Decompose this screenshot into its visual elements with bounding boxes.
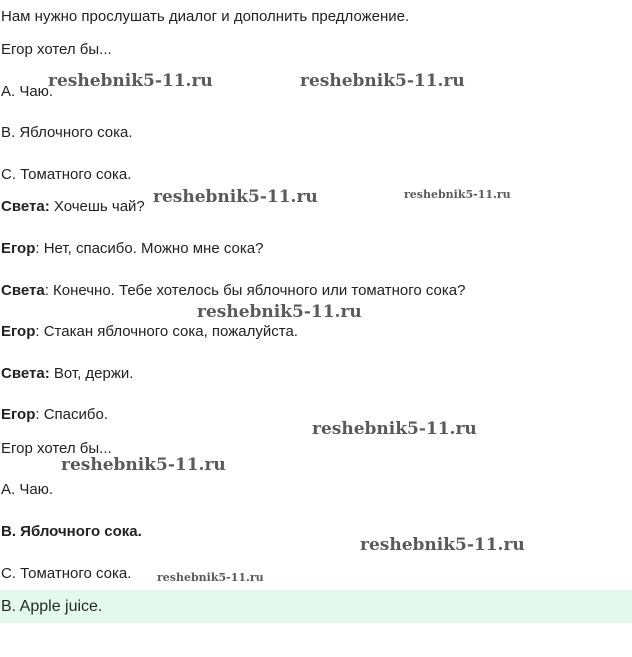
watermark: reshebnik5-11.ru	[360, 535, 525, 555]
option-a-repeat: A. Чаю.	[1, 481, 54, 498]
answer-bar	[0, 590, 632, 623]
watermark: reshebnik5-11.ru	[312, 419, 477, 439]
question-prompt-repeat: Егор хотел бы...	[1, 440, 112, 457]
option-c-repeat: C. Томатного сока.	[1, 565, 132, 582]
speaker-name: Егор	[1, 406, 36, 423]
speaker-name: Света	[1, 198, 45, 215]
watermark: reshebnik5-11.ru	[197, 302, 362, 322]
watermark: reshebnik5-11.ru	[157, 571, 264, 584]
option-a: A. Чаю.	[1, 83, 54, 100]
dialogue-line	[1, 239, 263, 259]
dialogue-line	[1, 405, 108, 425]
watermark: reshebnik5-11.ru	[61, 455, 226, 475]
speaker-name: Света:	[1, 365, 50, 382]
option-b: B. Яблочного сока.	[1, 124, 133, 141]
speaker-colon: :	[44, 198, 50, 215]
dialogue-text: Хочешь чай?	[49, 198, 145, 215]
watermark: reshebnik5-11.ru	[153, 187, 318, 207]
dialogue-text: : Нет, спасибо. Можно мне сока?	[35, 240, 264, 257]
dialogue-text: : Конечно. Тебе хотелось бы яблочного или томатного сока?	[44, 282, 466, 299]
dialogue-line	[1, 364, 133, 384]
dialogue-line	[1, 322, 298, 342]
answer-text: B. Apple juice.	[1, 598, 103, 615]
dialogue-line	[1, 281, 465, 301]
dialogue-text: : Стакан яблочного сока, пожалуйста.	[35, 323, 298, 340]
dialogue-line	[1, 197, 145, 217]
option-b-correct: B. Яблочного сока.	[1, 523, 142, 540]
watermark: reshebnik5-11.ru	[300, 71, 465, 91]
speaker-name: Егор	[1, 323, 36, 340]
dialogue-text: Вот, держи.	[49, 365, 134, 382]
speaker-name: Егор	[1, 240, 36, 257]
speaker-name: Света	[1, 282, 45, 299]
dialogue-text: : Спасибо.	[35, 406, 109, 423]
watermark: reshebnik5-11.ru	[48, 71, 213, 91]
option-c: C. Томатного сока.	[1, 166, 132, 183]
question-prompt: Егор хотел бы...	[1, 41, 112, 58]
task-instruction: Нам нужно прослушать диалог и дополнить предложение.	[1, 8, 410, 25]
watermark: reshebnik5-11.ru	[404, 188, 511, 201]
